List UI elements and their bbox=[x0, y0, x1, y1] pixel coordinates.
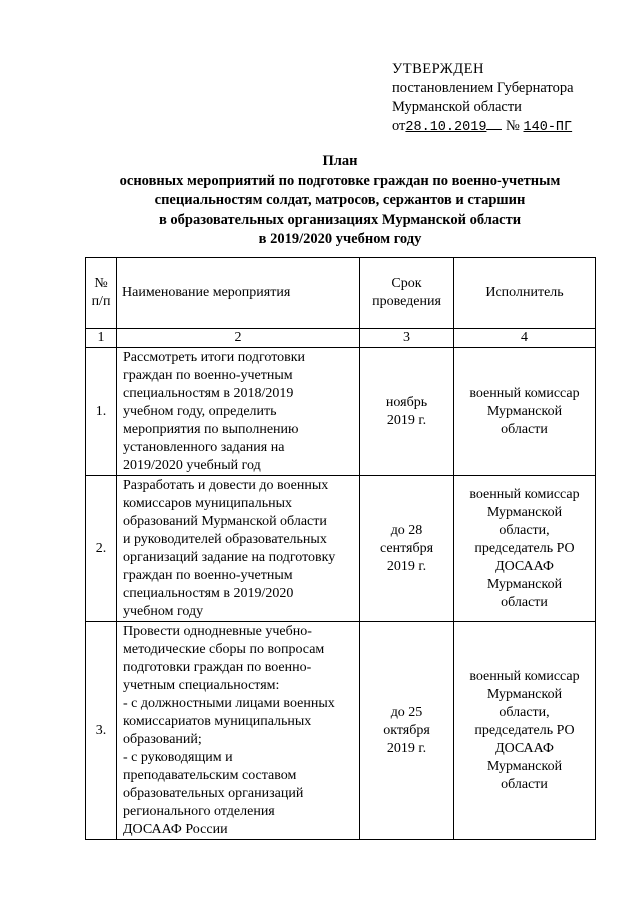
header-num-line-2: п/п bbox=[91, 294, 111, 309]
term-line: 2019 г. bbox=[386, 558, 427, 574]
table-row bbox=[86, 622, 596, 840]
activity-line: преподавательским составом bbox=[123, 768, 297, 783]
activity-line: специальностям в 2019/2020 bbox=[123, 586, 294, 601]
term-line: сентября bbox=[379, 540, 434, 556]
approval-number: 140-ПГ bbox=[523, 120, 573, 135]
row-number: 2. bbox=[86, 476, 117, 622]
activity-line: специальностям в 2018/2019 bbox=[123, 386, 294, 401]
table-header-row bbox=[86, 258, 596, 329]
executor-line: военный комиссар bbox=[469, 486, 580, 502]
plan-table bbox=[85, 257, 596, 840]
activity-line: образований; bbox=[123, 732, 202, 747]
activity-line: ДОСААФ России bbox=[123, 822, 228, 837]
term-line: до 28 bbox=[390, 522, 423, 538]
row-term bbox=[360, 476, 454, 622]
column-index-1: 1 bbox=[86, 329, 117, 348]
row-executor bbox=[454, 348, 596, 476]
heading-line-3: специальностям солдат, матросов, сержантов и старшин bbox=[154, 192, 526, 208]
activity-line: установленного задания на bbox=[123, 440, 285, 455]
heading-line-1: План bbox=[322, 153, 358, 169]
executor-line: Мурманской bbox=[486, 403, 563, 419]
approval-block bbox=[392, 60, 574, 137]
header-exec: Исполнитель bbox=[454, 258, 596, 329]
heading-line-5: в 2019/2020 учебном году bbox=[258, 231, 422, 247]
row-activity bbox=[117, 622, 360, 840]
activity-line: комиссаров муниципальных bbox=[123, 496, 293, 511]
activity-line: граждан по военно-учетным bbox=[123, 568, 293, 583]
header-name: Наименование мероприятия bbox=[117, 258, 360, 329]
executor-line: Мурманской bbox=[486, 576, 563, 592]
activity-line: и руководителей образовательных bbox=[123, 532, 327, 547]
activity-line: учетным специальностям: bbox=[123, 678, 280, 693]
executor-line: военный комиссар bbox=[469, 385, 580, 401]
activity-line: организаций задание на подготовку bbox=[123, 550, 336, 565]
header-term-line-1: Срок bbox=[391, 276, 422, 291]
activity-line: Рассмотреть итоги подготовки bbox=[123, 350, 306, 365]
row-number: 3. bbox=[86, 622, 117, 840]
activity-line: граждан по военно-учетным bbox=[123, 368, 293, 383]
executor-line: председатель РО bbox=[474, 722, 575, 738]
term-line: 2019 г. bbox=[386, 412, 427, 428]
row-term bbox=[360, 348, 454, 476]
activity-line: мероприятия по выполнению bbox=[123, 422, 299, 437]
executor-line: военный комиссар bbox=[469, 668, 580, 684]
term-line: до 25 bbox=[390, 704, 423, 720]
executor-line: Мурманской bbox=[486, 686, 563, 702]
number-prefix: № bbox=[506, 118, 520, 134]
term-line: 2019 г. bbox=[386, 740, 427, 756]
activity-line: подготовки граждан по военно- bbox=[123, 660, 312, 675]
executor-line: области bbox=[501, 421, 548, 437]
activity-line: Провести однодневные учебно- bbox=[123, 624, 312, 639]
activity-line: учебном году bbox=[123, 604, 204, 619]
approval-date-line bbox=[392, 117, 574, 137]
row-number: 1. bbox=[86, 348, 117, 476]
heading-line-2: основных мероприятий по подготовке граждан по военно-учетным bbox=[119, 172, 561, 189]
executor-line: области, bbox=[499, 522, 550, 538]
activity-line: - с должностными лицами военных bbox=[123, 696, 335, 711]
executor-line: области bbox=[501, 776, 548, 792]
header-term bbox=[360, 258, 454, 329]
activity-line: образовательных организаций bbox=[123, 786, 304, 801]
activity-line: учебном году, определить bbox=[123, 404, 277, 419]
activity-line: регионального отделения bbox=[123, 804, 275, 819]
executor-line: председатель РО bbox=[474, 540, 575, 556]
header-num-line-1: № bbox=[94, 276, 108, 291]
executor-line: Мурманской bbox=[486, 504, 563, 520]
term-line: октября bbox=[383, 722, 430, 738]
column-index-4: 4 bbox=[454, 329, 596, 348]
activity-line: Разработать и довести до военных bbox=[123, 478, 329, 493]
date-underline bbox=[486, 117, 502, 130]
executor-line: области bbox=[501, 594, 548, 610]
row-activity bbox=[117, 476, 360, 622]
executor-line: ДОСААФ bbox=[495, 558, 554, 574]
column-index-2: 2 bbox=[117, 329, 360, 348]
row-executor bbox=[454, 622, 596, 840]
executor-line: Мурманской bbox=[486, 758, 563, 774]
executor-line: области, bbox=[499, 704, 550, 720]
heading-line-4: в образовательных организациях Мурманской области bbox=[158, 211, 522, 228]
column-index-3: 3 bbox=[360, 329, 454, 348]
approval-line-1: постановлением Губернатора bbox=[392, 80, 574, 96]
activity-line: методические сборы по вопросам bbox=[123, 642, 325, 657]
date-prefix: от bbox=[392, 118, 406, 134]
activity-line: комиссариатов муниципальных bbox=[123, 714, 312, 729]
executor-line: ДОСААФ bbox=[495, 740, 554, 756]
activity-line: - с руководящим и bbox=[123, 750, 233, 765]
table-row bbox=[86, 348, 596, 476]
row-term bbox=[360, 622, 454, 840]
approval-title: УТВЕРЖДЕН bbox=[392, 61, 484, 77]
approval-date: 28.10.2019 bbox=[405, 120, 487, 135]
term-line: ноябрь bbox=[385, 394, 428, 410]
row-executor bbox=[454, 476, 596, 622]
activity-line: образований Мурманской области bbox=[123, 514, 327, 529]
document-heading bbox=[60, 152, 620, 250]
header-num bbox=[86, 258, 117, 329]
approval-line-2: Мурманской области bbox=[392, 99, 522, 115]
activity-line: 2019/2020 учебный год bbox=[123, 458, 261, 473]
column-index-row bbox=[86, 329, 596, 348]
row-activity bbox=[117, 348, 360, 476]
header-term-line-2: проведения bbox=[372, 294, 441, 309]
table-row bbox=[86, 476, 596, 622]
